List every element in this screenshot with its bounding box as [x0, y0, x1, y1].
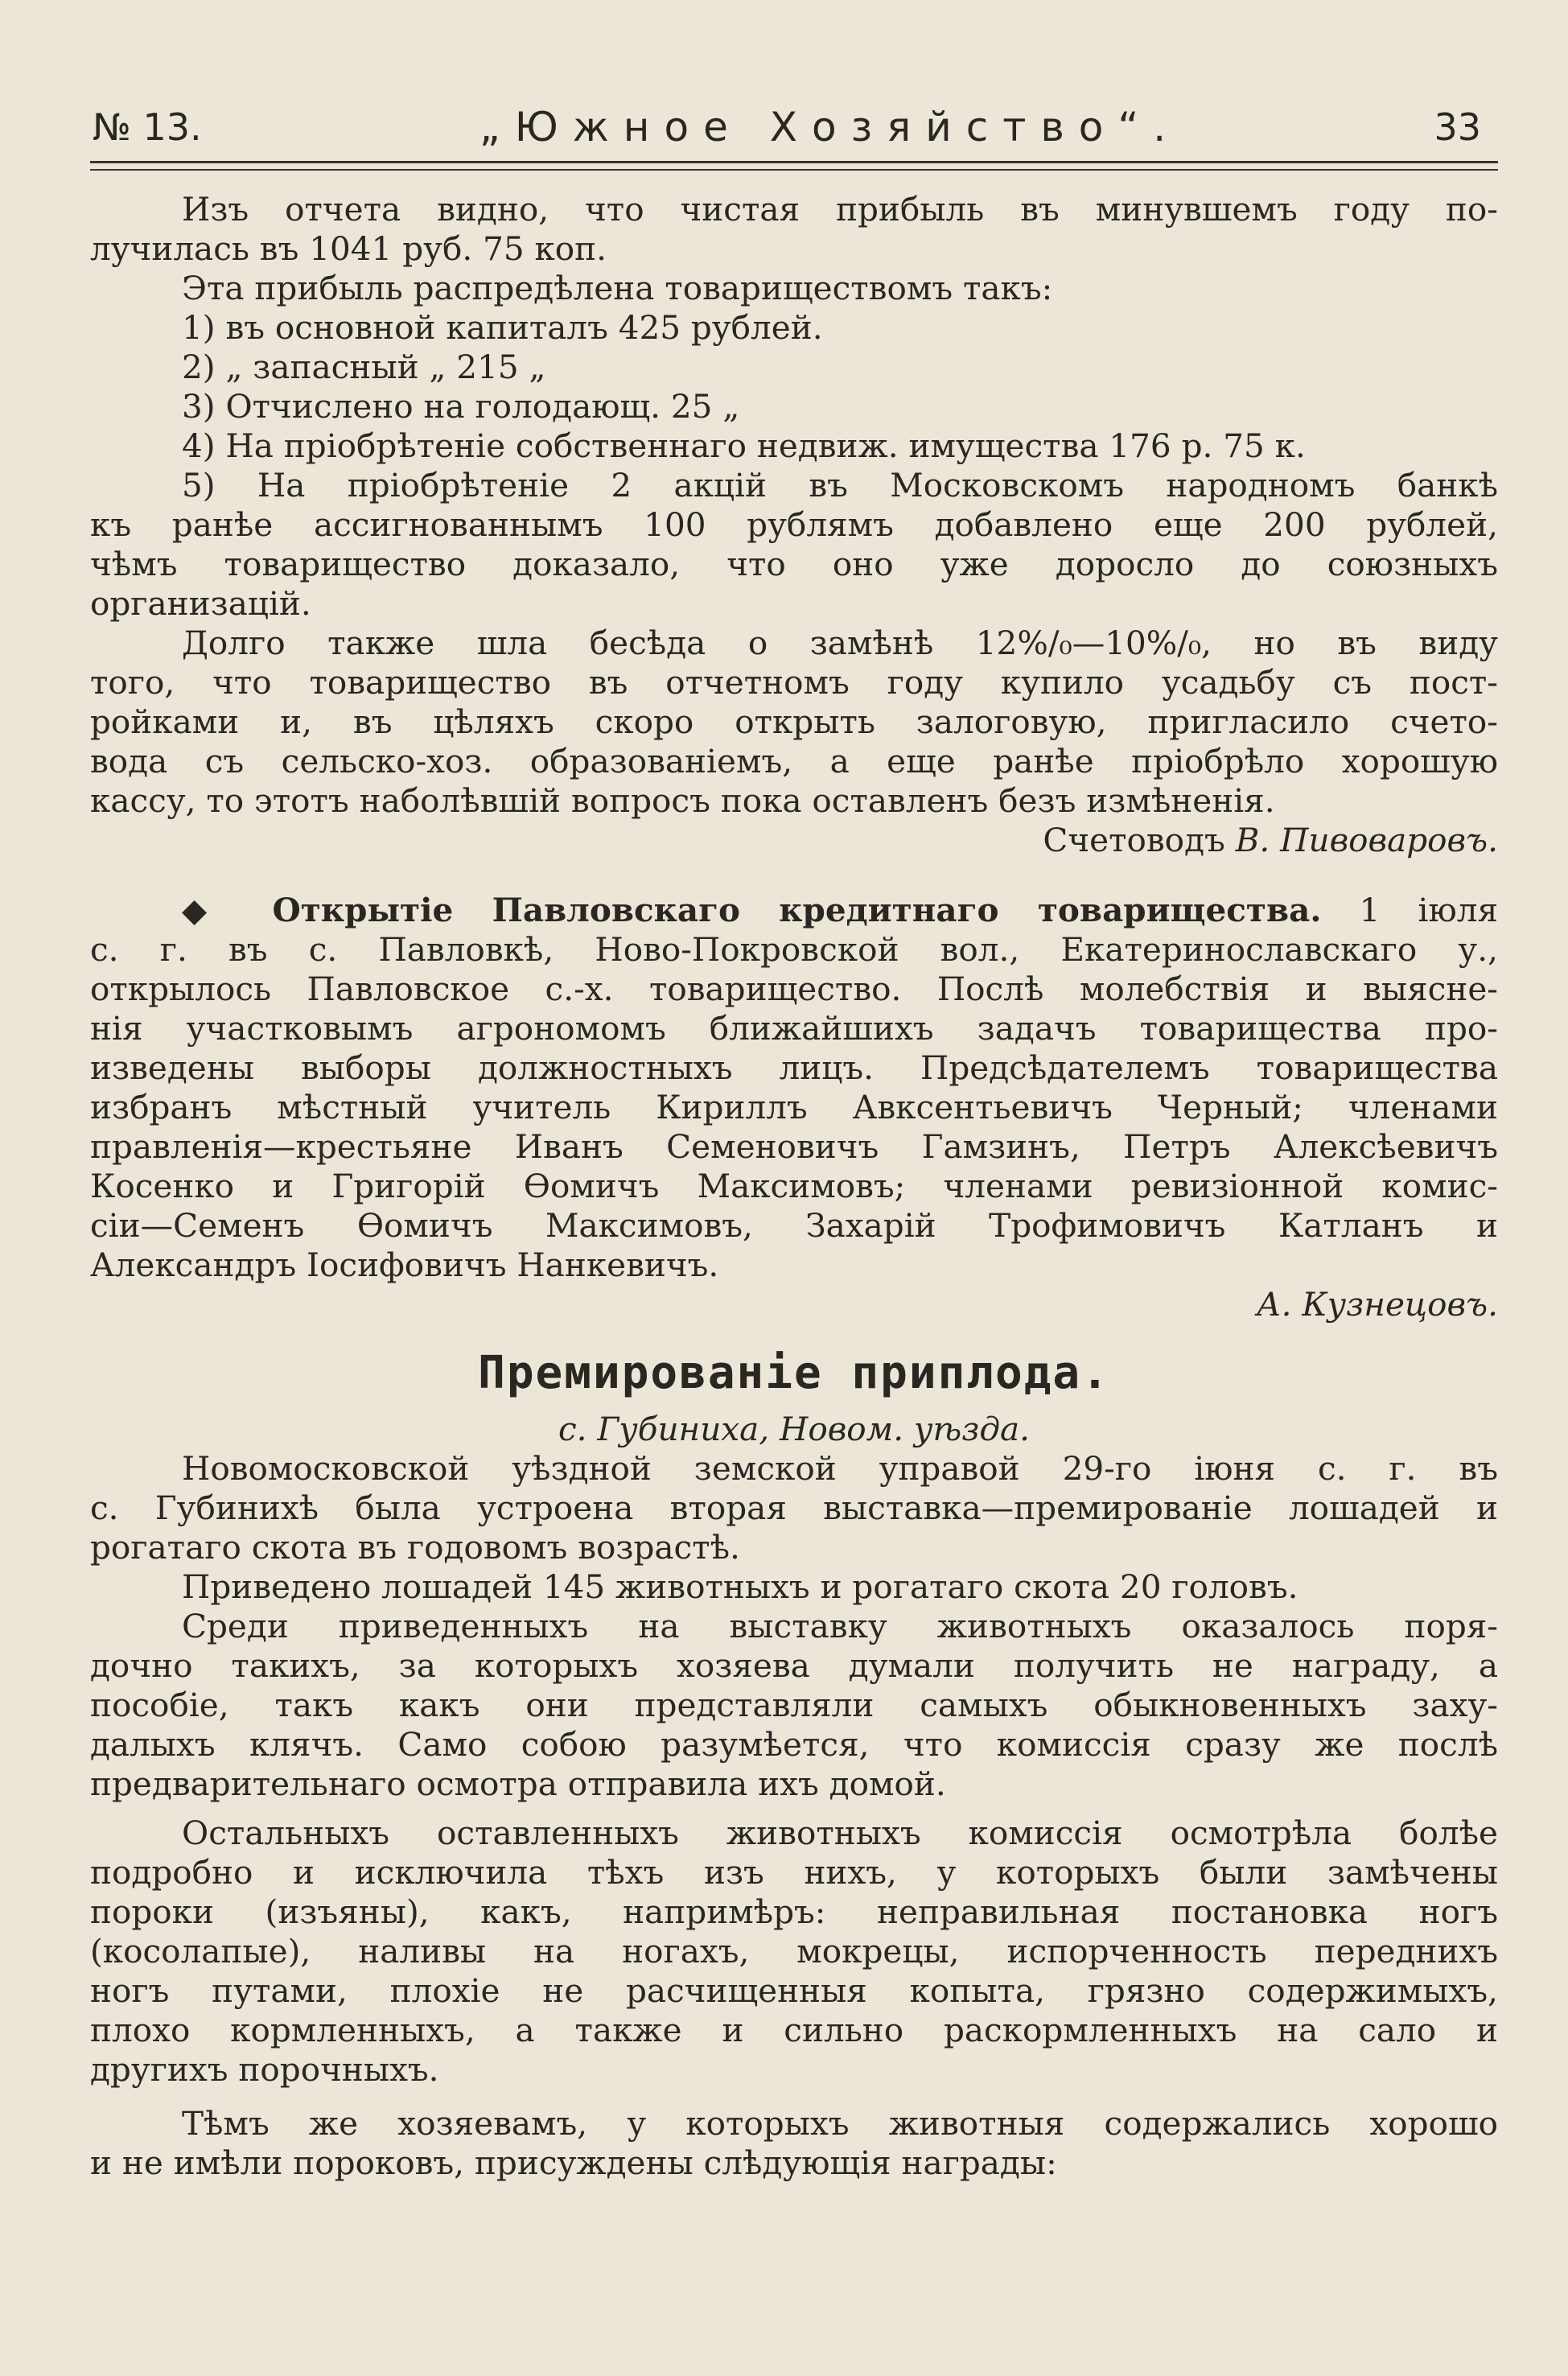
- section-subheading: с. Губиниха, Новом. уѣзда.: [558, 1410, 1031, 1448]
- premium-line: с. Губинихѣ была устроена вторая выставка—премированіе лошадей и: [90, 1489, 1498, 1527]
- distribution-item: 2) „ запасный „ 215 „: [182, 348, 546, 386]
- premium-line: Среди приведенныхъ на выставку животныхъ оказалось поря-: [182, 1607, 1498, 1645]
- pavlovka-line: правленія—крестьяне Иванъ Семеновичъ Гамзинъ, Петръ Алексѣевичъ: [90, 1127, 1498, 1166]
- premium-line: пособіе, такъ какъ они представляли самыхъ обыкновенныхъ заху-: [90, 1686, 1498, 1724]
- pavlovka-line: с. г. въ с. Павловкѣ, Ново-Покровской вол., Екатеринославскаго у.,: [90, 930, 1498, 969]
- pavlovka-signature: [90, 1285, 1498, 1324]
- report-intro: [90, 190, 1498, 269]
- page-number: 33: [1434, 105, 1481, 149]
- signature-name: В. Пивоваровъ.: [1235, 821, 1498, 859]
- distribution-item: 1) въ основной капиталъ 425 рублей.: [182, 308, 823, 347]
- bullet-icon: ◆: [182, 891, 235, 929]
- item5-line: 5) На пріобрѣтеніе 2 акцій въ Московскомъ народномъ банкѣ: [182, 466, 1498, 504]
- pavlovka-section: [90, 891, 1498, 1285]
- distribution-item-5: [90, 466, 1498, 624]
- premium-line: другихъ порочныхъ.: [90, 2050, 439, 2089]
- discussion-paragraph: [90, 624, 1498, 821]
- premium-line: далыхъ клячъ. Само собою разумѣется, что комиссія сразу же послѣ: [90, 1725, 1498, 1764]
- premium-line: Новомосковской уѣздной земской управой 29-го іюня с. г. въ: [182, 1449, 1498, 1488]
- premium-para-4: [90, 1814, 1498, 2090]
- premium-para-1: [90, 1449, 1498, 1567]
- pavlovka-date: 1 іюля: [1359, 891, 1498, 929]
- item5-line: организацій.: [90, 584, 311, 623]
- header-rule-bottom: [90, 169, 1498, 171]
- premium-line: плохо кормленныхъ, а также и сильно раскормленныхъ на сало и: [90, 2011, 1498, 2049]
- report-intro-line: Изъ отчета видно, что чистая прибыль въ минувшемъ году по-: [182, 190, 1498, 229]
- pavlovka-line: нія участковымъ агрономомъ ближайшихъ задачъ товарищества про-: [90, 1009, 1498, 1048]
- discussion-line: вода съ сельско-хоз. образованіемъ, а еще ранѣе пріобрѣло хорошую: [90, 742, 1498, 780]
- issue-number: № 13.: [93, 105, 202, 149]
- premium-para-2: Приведено лошадей 145 животныхъ и рогатаго скота 20 головъ.: [182, 1567, 1298, 1606]
- premium-line: дочно такихъ, за которыхъ хозяева думали получить не награду, а: [90, 1646, 1498, 1685]
- distribution-intro: Эта прибыль распредѣлена товариществомъ такъ:: [182, 269, 1053, 307]
- pavlovka-line: открылось Павловское с.-х. товарищество. Послѣ молебствія и выясне-: [90, 970, 1498, 1008]
- discussion-line: Долго также шла бесѣда о замѣнѣ 12%/₀—10%/₀, но въ виду: [182, 624, 1498, 662]
- header-rule-top: [90, 161, 1498, 163]
- page-header: [93, 95, 1492, 159]
- item5-line: къ ранѣе ассигнованнымъ 100 рублямъ добавлено еще 200 рублей,: [90, 505, 1498, 544]
- premium-para-3: [90, 1607, 1498, 1804]
- journal-title: „Южное Хозяйство“.: [479, 104, 1181, 150]
- pavlovka-title: Открытіе Павловскаго кредитнаго товарищества.: [272, 891, 1322, 929]
- discussion-line: того, что товарищество въ отчетномъ году купило усадьбу съ пост-: [90, 663, 1498, 702]
- premium-line: ногъ путами, плохіе не расчищенныя копыта, грязно содержимыхъ,: [90, 1971, 1498, 2010]
- distribution-item: 3) Отчислено на голодающ. 25 „: [182, 387, 740, 426]
- pavlovka-first-line: [90, 891, 1498, 930]
- premium-line: (косолапые), наливы на ногахъ, мокрецы, испорченность переднихъ: [90, 1932, 1498, 1970]
- report-intro-line: лучилась въ 1041 руб. 75 коп.: [90, 229, 607, 268]
- premium-line: пороки (изъяны), какъ, напримѣръ: неправильная постановка ногъ: [90, 1892, 1498, 1931]
- pavlovka-line: Александръ Іосифовичъ Нанкевичъ.: [90, 1246, 719, 1284]
- section-heading: Премированіе приплода.: [478, 1347, 1110, 1399]
- distribution-item: 4) На пріобрѣтеніе собственнаго недвиж. имущества 176 р. 75 к.: [182, 426, 1306, 465]
- signature-name: А. Кузнецовъ.: [1256, 1285, 1498, 1324]
- premium-line: предварительнаго осмотра отправила ихъ домой.: [90, 1764, 946, 1803]
- premium-para-5: [90, 2104, 1498, 2183]
- premium-line: и не имѣли пороковъ, присуждены слѣдующія награды:: [90, 2143, 1057, 2182]
- premium-line: подробно и исключила тѣхъ изъ нихъ, у которыхъ были замѣчены: [90, 1853, 1498, 1892]
- premium-line: Остальныхъ оставленныхъ животныхъ комиссія осмотрѣла болѣе: [182, 1814, 1498, 1852]
- pavlovka-line: Косенко и Григорій Ѳомичъ Максимовъ; членами ревизіонной комис-: [90, 1167, 1498, 1205]
- premium-line: Тѣмъ же хозяевамъ, у которыхъ животныя содержались хорошо: [182, 2104, 1498, 2143]
- article-body: [90, 190, 1498, 2183]
- pavlovka-line: изведены выборы должностныхъ лицъ. Предсѣдателемъ товарищества: [90, 1048, 1498, 1087]
- item5-line: чѣмъ товарищество доказало, что оно уже доросло до союзныхъ: [90, 545, 1498, 583]
- premium-line: рогатаго скота въ годовомъ возрастѣ.: [90, 1528, 740, 1567]
- section-gap: [90, 860, 1498, 891]
- report-signature: [90, 821, 1498, 860]
- distribution-list: [90, 308, 1498, 466]
- pavlovka-line: сіи—Семенъ Ѳомичъ Максимовъ, Захарій Трофимовичъ Катланъ и: [90, 1206, 1498, 1245]
- discussion-line: кассу, то этотъ наболѣвшій вопросъ пока оставленъ безъ измѣненія.: [90, 781, 1275, 820]
- discussion-line: ройками и, въ цѣляхъ скоро открыть залоговую, пригласило счето-: [90, 702, 1498, 741]
- pavlovka-line: избранъ мѣстный учитель Кириллъ Авксентьевичъ Черный; членами: [90, 1088, 1498, 1126]
- signature-role: Счетоводъ: [1043, 821, 1225, 859]
